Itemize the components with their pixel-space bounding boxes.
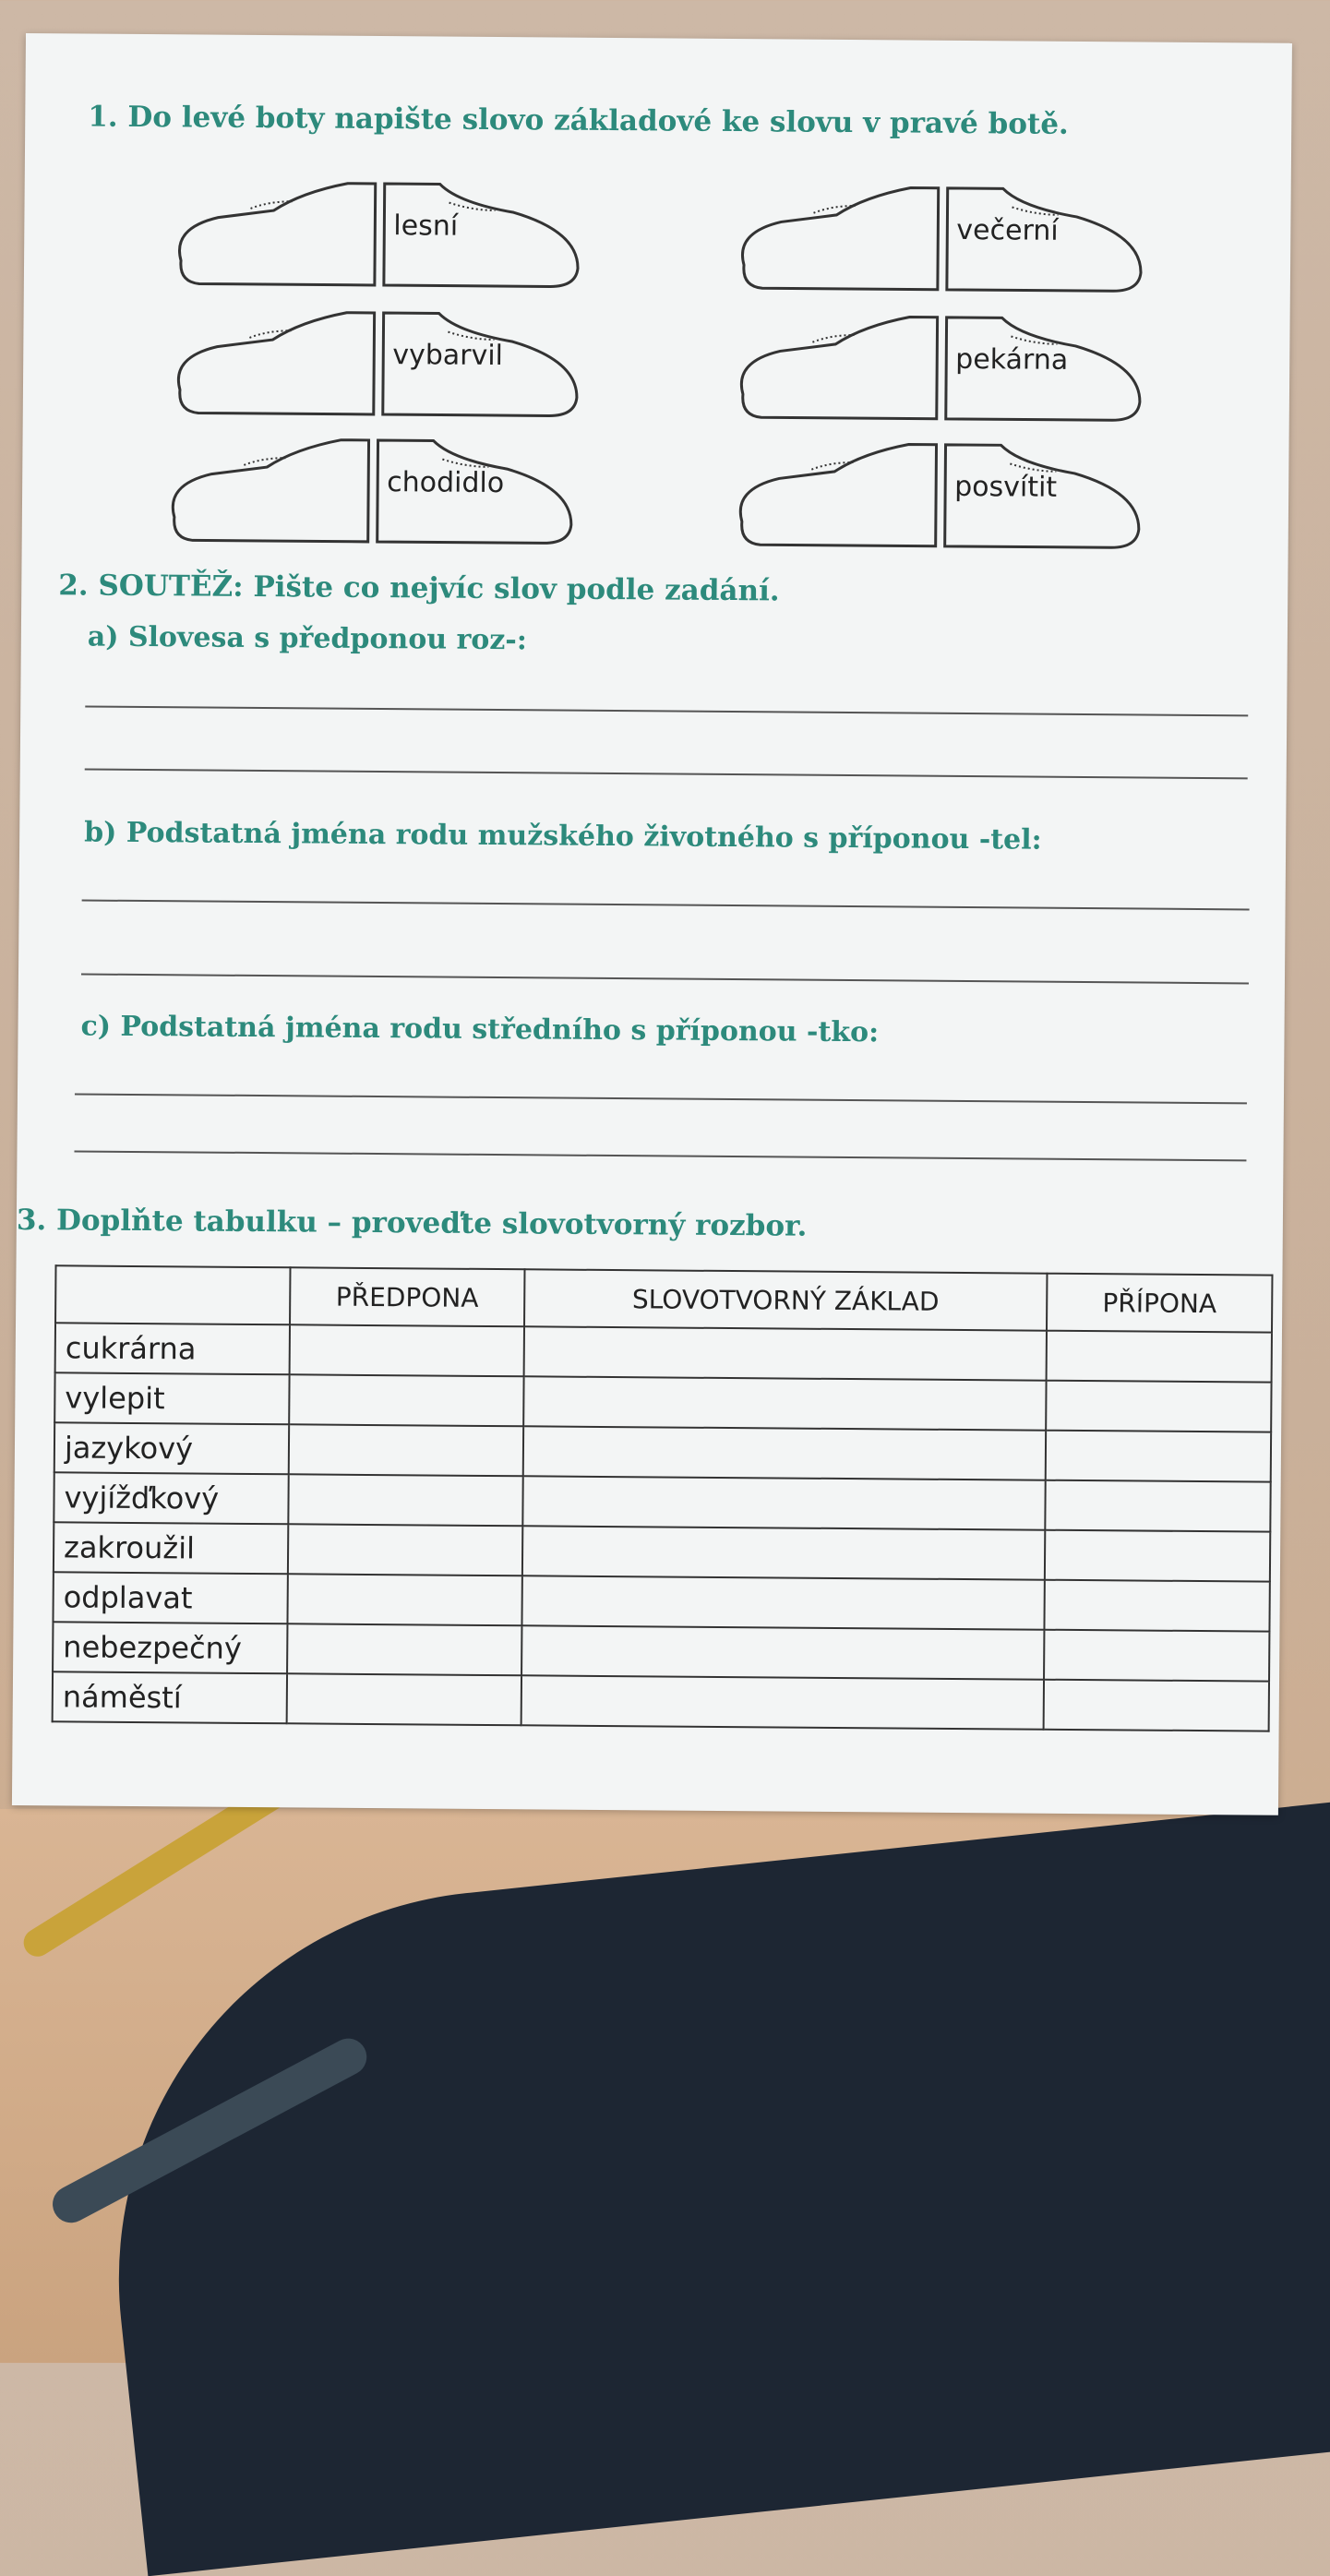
row-word: jazykový (54, 1422, 289, 1474)
shoe-pair (725, 177, 1151, 301)
root-cell[interactable] (523, 1376, 1047, 1430)
root-cell[interactable] (522, 1526, 1046, 1579)
prefix-cell[interactable] (287, 1623, 521, 1675)
prefix-cell[interactable] (288, 1474, 522, 1526)
prefix-cell[interactable] (289, 1374, 523, 1426)
shoe-word: pekárna (955, 342, 1069, 377)
table-header-row (55, 1265, 1272, 1332)
table-header (55, 1265, 290, 1324)
answer-line[interactable] (85, 769, 1248, 780)
shoe-pair (724, 434, 1149, 557)
suffix-cell[interactable] (1046, 1381, 1271, 1432)
root-cell[interactable] (521, 1675, 1044, 1729)
suffix-cell[interactable] (1047, 1331, 1272, 1383)
row-word: cukrárna (55, 1323, 290, 1374)
shoe-outline-icon (725, 306, 1150, 430)
shoe-word: chodidlo (387, 466, 505, 500)
shoe-pair (156, 429, 581, 553)
prefix-cell[interactable] (287, 1673, 521, 1725)
suffix-cell[interactable] (1045, 1530, 1270, 1582)
suffix-cell[interactable] (1045, 1580, 1270, 1632)
row-word: nebezpečný (53, 1622, 287, 1673)
worksheet (12, 33, 1292, 1815)
root-cell[interactable] (521, 1576, 1045, 1629)
task2-b-label: b) Podstatná jména rodu mužského životného s příponou -tel: (84, 816, 1042, 857)
row-word: zakroužil (54, 1522, 288, 1574)
shoe-outline-icon (162, 302, 587, 425)
shoe-outline-icon (724, 434, 1149, 557)
root-cell[interactable] (522, 1476, 1046, 1529)
root-cell[interactable] (523, 1326, 1047, 1380)
shoe-word: vybarvil (392, 339, 504, 373)
task1-title: 1. Do levé boty napište slovo základové ke slovu v pravé botě. (88, 100, 1069, 141)
row-word: náměstí (53, 1671, 287, 1723)
answer-line[interactable] (75, 1093, 1247, 1104)
answer-line[interactable] (82, 900, 1250, 911)
root-cell[interactable] (521, 1625, 1045, 1679)
answer-line[interactable] (81, 974, 1249, 985)
suffix-cell[interactable] (1045, 1480, 1270, 1532)
prefix-cell[interactable] (287, 1574, 521, 1625)
answer-line[interactable] (74, 1150, 1246, 1161)
shoe-pair (162, 173, 588, 296)
shoe-outline-icon (156, 429, 581, 553)
word-analysis-table (52, 1264, 1274, 1731)
shoe-word: lesní (393, 210, 459, 243)
shoe-pair (725, 306, 1150, 430)
root-cell[interactable] (523, 1426, 1047, 1480)
row-word: odplavat (53, 1572, 287, 1623)
shoe-word: posvítit (954, 470, 1058, 504)
suffix-cell[interactable] (1044, 1680, 1269, 1731)
prefix-cell[interactable] (289, 1424, 523, 1476)
suffix-cell[interactable] (1044, 1630, 1269, 1682)
task2-title: 2. SOUTĚŽ: Pište co nejvíc slov podle zadání. (58, 569, 780, 608)
table-header: PŘEDPONA (290, 1267, 524, 1326)
suffix-cell[interactable] (1046, 1431, 1271, 1482)
row-word: vyjížďkový (54, 1472, 288, 1524)
shoe-pair (162, 302, 587, 425)
prefix-cell[interactable] (288, 1524, 522, 1576)
prefix-cell[interactable] (290, 1324, 524, 1376)
shoe-word: večerní (956, 213, 1059, 247)
shoe-outline-icon (725, 177, 1151, 301)
task3-title: 3. Doplňte tabulku – proveďte slovotvorný rozbor. (16, 1203, 808, 1243)
answer-line[interactable] (85, 706, 1248, 717)
row-word: vylepit (54, 1372, 289, 1424)
shoe-outline-icon (162, 173, 588, 296)
task2-c-label: c) Podstatná jména rodu středního s příponou -tko: (80, 1010, 880, 1049)
task2-a-label: a) Slovesa s předponou roz-: (87, 620, 528, 657)
table-header: PŘÍPONA (1047, 1274, 1272, 1333)
table-row (53, 1671, 1269, 1731)
table-header: SLOVOTVORNÝ ZÁKLAD (524, 1269, 1048, 1330)
